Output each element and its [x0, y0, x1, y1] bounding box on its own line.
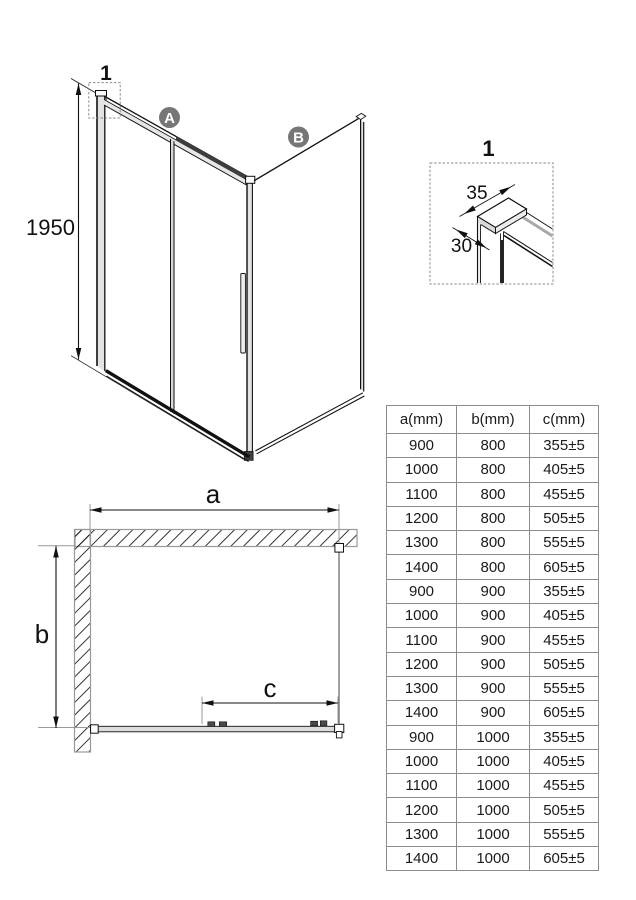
size-cell: 555±5 [530, 531, 599, 555]
size-cell: 1100 [387, 628, 457, 652]
size-cell: 555±5 [530, 822, 599, 846]
roller-block [320, 721, 327, 726]
size-cell: 455±5 [530, 774, 599, 798]
size-row [387, 628, 599, 652]
roller-block [311, 721, 318, 726]
size-cell: 900 [457, 604, 530, 628]
size-cell: 1000 [387, 458, 457, 482]
size-cell: 1000 [387, 604, 457, 628]
panel-a-marker [159, 107, 180, 128]
size-cell: 1300 [387, 676, 457, 700]
size-cell: 555±5 [530, 676, 599, 700]
size-table-header-c: c(mm) [530, 406, 599, 434]
corner-post [244, 176, 255, 460]
size-cell: 1000 [387, 749, 457, 773]
panel-a-letter: A [164, 110, 175, 127]
size-row [387, 798, 599, 822]
size-row [387, 482, 599, 506]
size-cell: 355±5 [530, 434, 599, 458]
size-row [387, 579, 599, 603]
door-handle [241, 274, 246, 354]
size-cell: 900 [387, 579, 457, 603]
size-cell: 800 [457, 458, 530, 482]
size-cell: 605±5 [530, 847, 599, 871]
size-cell: 900 [457, 628, 530, 652]
size-row [387, 652, 599, 676]
size-row [387, 458, 599, 482]
plan-top-wall [75, 530, 357, 547]
size-cell: 405±5 [530, 604, 599, 628]
size-table-header-a: a(mm) [387, 406, 457, 434]
roller-block [219, 722, 226, 727]
size-cell: 505±5 [530, 506, 599, 530]
size-cell: 455±5 [530, 482, 599, 506]
size-cell: 355±5 [530, 579, 599, 603]
size-cell: 1200 [387, 652, 457, 676]
height-dimension [26, 79, 244, 460]
size-cell: 1000 [457, 725, 530, 749]
plan-left-wall [75, 530, 91, 753]
size-cell: 800 [457, 506, 530, 530]
door-hanger-bar [176, 136, 250, 182]
size-cell: 800 [457, 531, 530, 555]
plan-side-panel [335, 544, 344, 725]
size-row [387, 822, 599, 846]
left-frame-profile [96, 91, 107, 372]
size-cell: 1000 [457, 822, 530, 846]
size-cell: 1400 [387, 701, 457, 725]
size-cell: 1100 [387, 482, 457, 506]
size-cell: 900 [457, 701, 530, 725]
roller-block [208, 722, 215, 727]
size-row [387, 847, 599, 871]
size-cell: 405±5 [530, 458, 599, 482]
size-row [387, 531, 599, 555]
size-row [387, 701, 599, 725]
size-cell: 455±5 [530, 628, 599, 652]
size-row [387, 555, 599, 579]
size-cell: 1000 [457, 847, 530, 871]
size-row [387, 506, 599, 530]
detail-title: 1 [482, 136, 495, 161]
size-cell: 1400 [387, 847, 457, 871]
size-cell: 355±5 [530, 725, 599, 749]
panel-b-marker [288, 127, 309, 148]
size-cell: 1000 [457, 749, 530, 773]
size-row [387, 434, 599, 458]
size-cell: 505±5 [530, 652, 599, 676]
size-cell: 405±5 [530, 749, 599, 773]
size-table [386, 405, 599, 871]
size-table-header-b: b(mm) [457, 406, 530, 434]
detail-callout-label: 1 [100, 62, 112, 85]
size-cell: 1300 [387, 531, 457, 555]
size-cell: 1100 [387, 774, 457, 798]
size-cell: 1300 [387, 822, 457, 846]
arrow-down-icon [76, 348, 82, 360]
arrow-up-icon [76, 84, 82, 96]
size-cell: 900 [387, 725, 457, 749]
size-cell: 1200 [387, 506, 457, 530]
size-cell: 900 [457, 676, 530, 700]
size-table-body [387, 434, 599, 871]
size-cell: 900 [387, 434, 457, 458]
size-cell: 900 [457, 652, 530, 676]
size-cell: 900 [457, 579, 530, 603]
size-cell: 1400 [387, 555, 457, 579]
size-cell: 800 [457, 434, 530, 458]
side-panel [254, 113, 366, 453]
bottom-track [106, 371, 250, 462]
detail-view [430, 136, 553, 284]
size-cell: 800 [457, 482, 530, 506]
size-cell: 800 [457, 555, 530, 579]
detail-dim-30-label: 30 [450, 236, 473, 257]
detail-dim-30 [451, 228, 490, 258]
size-cell: 1000 [457, 774, 530, 798]
plan-dim-b-label: b [34, 619, 50, 649]
detail-dim-35-label: 35 [466, 183, 488, 204]
size-row [387, 749, 599, 773]
panel-divider [170, 139, 174, 414]
plan-dim-c-label: c [263, 673, 277, 703]
size-row [387, 725, 599, 749]
top-rail [104, 96, 250, 187]
size-cell: 1000 [457, 798, 530, 822]
size-cell: 505±5 [530, 798, 599, 822]
size-table-header-row [387, 406, 599, 434]
plan-dim-a-label: a [205, 479, 221, 509]
height-dimension-label: 1950 [26, 215, 75, 240]
plan-door [91, 721, 344, 738]
size-row [387, 676, 599, 700]
size-row [387, 774, 599, 798]
plan-view [35, 479, 357, 752]
elevation-view [26, 62, 366, 462]
size-cell: 605±5 [530, 555, 599, 579]
panel-b-letter: B [293, 129, 304, 147]
size-row [387, 604, 599, 628]
size-cell: 605±5 [530, 701, 599, 725]
size-cell: 1200 [387, 798, 457, 822]
plan-dim-c [202, 673, 338, 724]
